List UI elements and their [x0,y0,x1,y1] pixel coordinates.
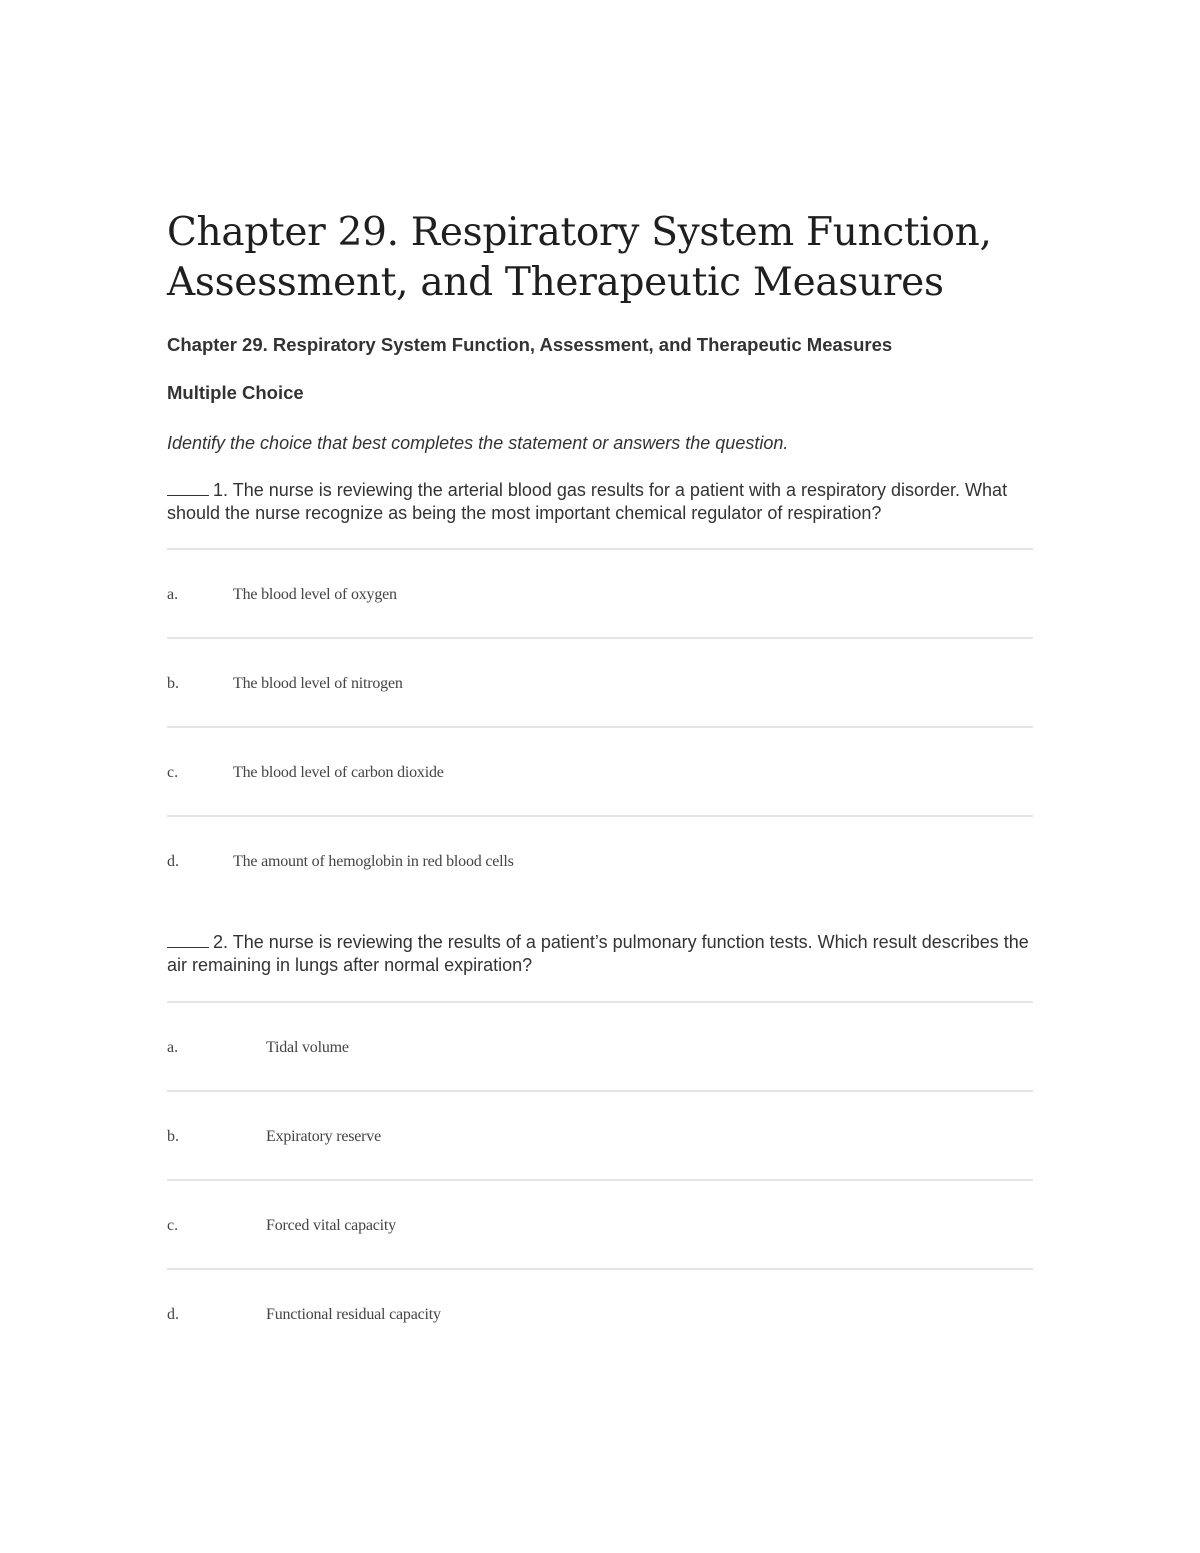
choice-row [167,1268,1033,1357]
choice-row [167,726,1033,815]
answer-blank [167,931,209,948]
question-2-choices [167,1001,1033,1357]
document-title: Chapter 29. Respiratory System Function, Assessment, and Therapeutic Measures [167,210,992,305]
choice-row [167,1090,1033,1179]
choice-text: Tidal volume [266,1039,349,1056]
choice-letter: d. [167,1306,179,1323]
choice-letter: a. [167,586,179,603]
choice-letter: c. [167,764,179,781]
choice-text: The blood level of nitrogen [233,675,403,692]
choice-text: Forced vital capacity [266,1217,396,1234]
section-heading: Multiple Choice [167,382,304,403]
choice-row [167,1179,1033,1268]
choice-text: The amount of hemoglobin in red blood cells [233,853,514,870]
choice-text: The blood level of oxygen [233,586,397,603]
choice-text: Functional residual capacity [266,1306,441,1323]
document-subtitle: Chapter 29. Respiratory System Function, Assessment, and Therapeutic Measures [167,334,893,355]
answer-blank [167,479,209,496]
question-2 [167,931,1033,977]
question-text: The nurse is reviewing the arterial blood gas results for a patient with a respiratory disorder. What should the nurse recognize as being the most important chemical regulator of respiration? [167,480,1008,523]
question-1 [167,479,1033,525]
choice-row [167,815,1033,904]
choice-row [167,1001,1033,1090]
choice-letter: c. [167,1217,179,1234]
choice-text: Expiratory reserve [266,1128,382,1145]
choice-text: The blood level of carbon dioxide [233,764,444,781]
question-text: The nurse is reviewing the results of a patient’s pulmonary function tests. Which result describes the air remaining in lungs after normal expiration? [167,932,1029,975]
choice-letter: b. [167,1128,179,1145]
choice-letter: a. [167,1039,179,1056]
choice-row [167,637,1033,726]
question-number: 1. [213,480,229,500]
question-number: 2. [213,932,229,952]
choice-row [167,548,1033,637]
choice-letter: d. [167,853,179,870]
question-1-choices [167,548,1033,904]
instructions-text: Identify the choice that best completes the statement or answers the question. [167,433,789,453]
choice-letter: b. [167,675,179,692]
